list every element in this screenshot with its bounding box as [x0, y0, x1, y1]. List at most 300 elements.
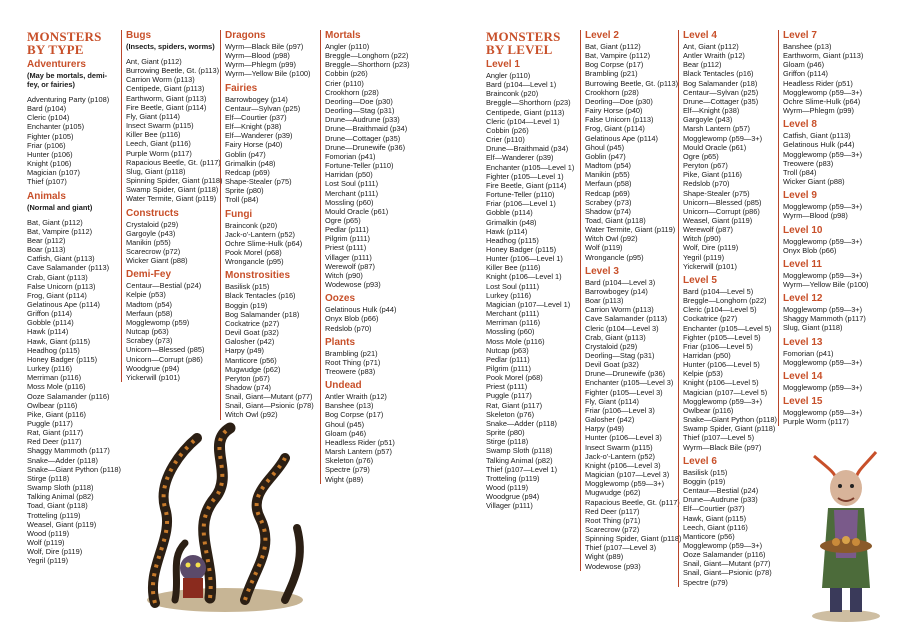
section-heading: Oozes [325, 293, 356, 305]
monster-entry: Frog, Giant (p114) [27, 290, 87, 300]
monster-entry: Rat, Giant (p117) [27, 428, 84, 438]
monster-entry: Barrowbogey (p14) [585, 286, 648, 296]
monster-entry: Centaur—Sylvan (p25) [683, 87, 759, 97]
monster-entry: Wicker Giant (p88) [126, 256, 188, 266]
section-heading: Level 9 [783, 190, 817, 202]
monster-entry: Fighter (p105) [27, 131, 74, 141]
monster-entry: Crystaloid (p29) [585, 341, 638, 351]
monster-entry: Cave Salamander (p113) [585, 314, 668, 324]
monster-entry: Ogre (p65) [325, 215, 361, 225]
monster-entry: Madtom (p54) [126, 299, 173, 309]
monster-entry: Harpy (p49) [225, 346, 265, 356]
left-column-3 [220, 30, 320, 420]
monster-entry: Friar (p106—Level 5) [683, 341, 753, 351]
monster-entry: Unicorn—Blessed (p85) [126, 345, 205, 355]
monster-entry: Antler Wraith (p12) [325, 392, 387, 402]
monster-entry: False Unicorn (p113) [27, 281, 96, 291]
monster-entry: Wodewose (p93) [325, 280, 381, 290]
left-column-2 [121, 30, 223, 382]
section-heading: Constructs [126, 207, 179, 219]
monster-entry: Drune—Drunewife (p36) [585, 369, 666, 379]
monster-entry: Harridan (p50) [683, 351, 731, 360]
monster-entry: Gobble (p114) [27, 318, 74, 328]
monster-entry: Nutcap (p63) [486, 345, 529, 355]
section-heading: Level 1 [486, 59, 520, 70]
monster-entry: Pook Morel (p68) [225, 247, 282, 257]
monster-entry: Yegril (p119) [683, 252, 725, 262]
monster-entry: Galosher (p42) [225, 337, 275, 347]
monster-entry: Toad, Giant (p118) [585, 215, 646, 225]
monster-entry: Mogglewomp (p59—3+) [683, 133, 763, 143]
section-subheading: (May be mortals, demi-fey, or fairies) [27, 71, 108, 89]
monster-entry: Boar (p113) [27, 245, 66, 255]
monster-entry: False Unicorn (p113) [585, 115, 654, 125]
monster-entry: Lurkey (p116) [486, 290, 532, 300]
monster-entry: Kelpie (p53) [126, 290, 166, 300]
monster-entry: Carrion Worm (p113) [585, 305, 654, 315]
monster-entry: Hunter (p106—Level 1) [486, 254, 563, 264]
monster-entry: Trotteling (p119) [486, 473, 540, 483]
monster-entry: Wolf (p119) [27, 538, 65, 548]
monster-entry: Pook Morel (p68) [486, 373, 543, 383]
section-subheading: (Insects, spiders, worms) [126, 42, 215, 51]
monster-entry: Unicorn—Blessed (p85) [683, 197, 762, 207]
monster-entry: Kelpie (p53) [683, 369, 723, 379]
section-list [585, 30, 682, 571]
section-list [783, 30, 883, 426]
monster-entry: Headless Rider (p51) [325, 437, 395, 447]
monster-entry: Witch (p90) [325, 270, 363, 280]
monster-entry: Knight (p106—Level 5) [683, 378, 759, 388]
monster-entry: Scrabey (p73) [126, 336, 173, 346]
monster-entry: Lost Soul (p111) [486, 281, 540, 291]
monster-entry: Breggle—Shorthorn (p23) [325, 60, 410, 70]
monster-entry: Woodgrue (p94) [126, 363, 180, 373]
monster-entry: Wodewose (p93) [585, 561, 641, 571]
monster-entry: Bard (p104—Level 1) [486, 80, 557, 90]
monster-entry: Drune—Cottager (p35) [325, 133, 401, 143]
section-heading: Level 3 [585, 265, 619, 277]
monster-entry: Moss Mole (p116) [486, 336, 545, 346]
monster-entry: Cobbin (p26) [325, 69, 368, 79]
monster-entry: Deorling—Stag (p31) [585, 351, 655, 360]
monster-entry: Drune—Braithmaid (p34) [486, 144, 569, 154]
monster-entry: Griffon (p114) [27, 309, 72, 319]
monster-entry: Bard (p104—Level 3) [585, 277, 656, 287]
monster-entry: Spinning Spider, Giant (p118) [126, 176, 223, 186]
page-title-by-type: MONSTERS BY TYPE [27, 29, 102, 57]
monster-entry: Hawk, Giant (p115) [683, 513, 747, 523]
monster-entry: Priest (p111) [325, 243, 367, 253]
monster-entry: Fighter (p105—Level 1) [486, 171, 564, 181]
monster-entry: Wyrm—Phlegm (p99) [225, 60, 296, 70]
goblin-merchant-illustration [806, 438, 886, 623]
monster-entry: Weasel, Giant (p119) [27, 519, 97, 529]
monster-entry: Snake—Giant Python (p118) [27, 464, 121, 474]
monster-entry: Brainconk (p20) [486, 89, 539, 99]
monster-entry: Wyrm—Yellow Bile (p100) [225, 69, 311, 79]
monster-entry: Peryton (p67) [225, 373, 270, 383]
monster-entry: Black Tentacles (p16) [683, 69, 754, 79]
monster-entry: Burrowing Beetle, Gt. (p113) [126, 66, 220, 76]
monster-entry: Shadow (p74) [225, 383, 272, 392]
monster-entry: Crab, Giant (p113) [585, 332, 646, 342]
monster-entry: Goblin (p47) [225, 149, 266, 159]
section-heading: Animals [27, 190, 66, 202]
monster-entry: Elf—Courtier (p37) [225, 112, 287, 122]
monster-entry: Earthworm, Giant (p113) [783, 51, 864, 61]
monster-entry: Hunter (p106) [27, 149, 73, 159]
monster-entry: Wolf, Dire (p119) [683, 243, 739, 253]
monster-entry: Harridan (p50) [325, 170, 373, 180]
monster-entry: Fly, Giant (p114) [585, 396, 639, 406]
monster-entry: Carrion Worm (p113) [126, 75, 195, 85]
monster-entry: Wrongancle (p95) [225, 257, 284, 267]
monster-entry: Fairy Horse (p40) [585, 106, 643, 116]
monster-entry: Wyrm—Black Bile (p97) [683, 442, 762, 452]
right-column-2 [580, 30, 682, 571]
section-heading: Level 14 [783, 370, 823, 382]
monster-entry: Gelatinous Hulk (p44) [325, 305, 397, 315]
monster-entry: Bard (p104—Level 5) [683, 286, 754, 296]
monster-entry: Wood (p119) [486, 483, 529, 493]
monster-entry: Puggle (p117) [27, 419, 73, 428]
monster-entry: Elf—Knight (p38) [225, 122, 282, 132]
monster-entry: Manticore (p56) [225, 355, 277, 365]
monster-entry: Sprite (p80) [225, 186, 264, 196]
monster-entry: Bat, Giant (p112) [585, 42, 641, 51]
monster-entry: Merriman (p116) [27, 373, 82, 383]
monster-entry: Bat, Vampire (p112) [585, 51, 651, 61]
monster-entry: Snail, Giant—Psionic (p78) [683, 568, 772, 578]
monster-entry: Snail, Giant—Psionic (p78) [225, 401, 314, 411]
monster-entry: Gargoyle (p43) [126, 228, 176, 238]
monster-entry: Elf—Wanderer (p39) [486, 153, 554, 163]
monster-entry: Devil Goat (p32) [225, 328, 279, 338]
monster-entry: Earthworm, Giant (p113) [126, 93, 207, 103]
monster-entry: Villager (p111) [325, 252, 372, 262]
monster-entry: Mogglewomp (p59—3+) [783, 270, 863, 280]
monster-entry: Elf—Courtier (p37) [683, 504, 745, 514]
monster-entry: Black Tentacles (p16) [225, 291, 296, 301]
monster-entry: Gloam (p46) [783, 60, 825, 70]
monster-entry: Red Deer (p117) [27, 437, 82, 447]
section-list [225, 30, 320, 420]
monster-entry: Yickerwill (p101) [683, 261, 737, 271]
page-title-by-level: MONSTERS BY LEVEL [486, 29, 561, 57]
monster-entry: Unicorn—Corrupt (p86) [683, 206, 760, 216]
monster-entry: Elf—Wanderer (p39) [225, 131, 293, 141]
monster-entry: Swamp Spider, Giant (p118) [683, 424, 776, 434]
monster-entry: Enchanter (p105—Level 1) [486, 162, 575, 172]
right-column-3 [678, 30, 777, 587]
monster-entry: Magician (p107) [27, 168, 80, 178]
monster-entry: Troll (p84) [225, 195, 259, 205]
monster-entry: Wyrm—Phlegm (p99) [783, 106, 854, 116]
monster-entry: Merfaun (p58) [585, 179, 632, 189]
monster-entry: Brambling (p21) [325, 348, 378, 358]
section-heading: Level 15 [783, 396, 823, 408]
monster-entry: Bear (p112) [683, 60, 722, 70]
monster-entry: Mogglewomp (p59—3+) [783, 305, 863, 315]
monster-entry: Hawk (p114) [27, 327, 69, 337]
monster-entry: Hunter (p106—Level 3) [585, 433, 662, 443]
monster-entry: Thief (p107—Level 1) [486, 464, 558, 474]
monster-entry: Scrabey (p73) [585, 197, 632, 207]
monster-entry: Mogglewomp (p59—3+) [585, 479, 665, 489]
section-heading: Fungi [225, 208, 253, 220]
monster-entry: Scarecrow (p72) [126, 246, 181, 256]
monster-entry: Merriman (p116) [486, 318, 541, 328]
monster-entry: Shape-Stealer (p75) [683, 188, 750, 198]
monster-entry: Mogglewomp (p59—3+) [783, 202, 863, 212]
monster-entry: Knight (p106—Level 1) [486, 272, 562, 282]
section-heading: Demi-Fey [126, 269, 172, 281]
monster-entry: Stirge (p118) [486, 437, 529, 447]
monster-entry: Snake—Adder (p118) [486, 418, 557, 428]
monster-entry: Slug, Giant (p118) [126, 166, 186, 176]
monster-entry: Fly, Giant (p114) [126, 111, 180, 121]
section-heading: Level 13 [783, 336, 823, 348]
monster-entry: Skeleton (p76) [486, 409, 535, 419]
monster-entry: Basilisk (p15) [683, 467, 728, 477]
monster-entry: Centipede, Giant (p113) [126, 84, 205, 94]
monster-entry: Red Deer (p117) [585, 506, 640, 516]
monster-entry: Drune—Drunewife (p36) [325, 142, 406, 152]
monster-entry: Brainconk (p20) [225, 220, 278, 230]
monster-entry: Insect Swarm (p115) [126, 121, 194, 131]
monster-entry: Killer Bee (p116) [486, 263, 541, 273]
monster-entry: Magician (p107—Level 5) [683, 387, 768, 397]
monster-entry: Puggle (p117) [486, 391, 532, 401]
monster-entry: Owlbear (p116) [27, 400, 78, 410]
monster-entry: Knight (p106) [27, 159, 72, 169]
monster-entry: Crookhorn (p28) [585, 87, 639, 97]
monster-entry: Bog Corpse (p17) [325, 410, 384, 420]
section-list [126, 30, 223, 382]
section-heading: Level 8 [783, 119, 817, 131]
monster-entry: Swamp Spider, Giant (p118) [126, 185, 219, 195]
monster-entry: Spectre (p79) [325, 465, 370, 475]
monster-entry: Griffon (p114) [783, 69, 828, 79]
monster-entry: Angler (p110) [486, 71, 531, 80]
monster-entry: Snail, Giant—Mutant (p77) [225, 392, 313, 402]
monster-entry: Mossling (p60) [325, 197, 374, 207]
monster-entry: Unicorn—Corrupt (p86) [126, 354, 203, 364]
monster-entry: Fomorian (p41) [325, 151, 376, 161]
monster-entry: Fortune-Teller (p110) [486, 190, 555, 200]
monster-entry: Ghoul (p45) [585, 142, 625, 152]
monster-entry: Snake—Adder (p118) [27, 455, 98, 465]
right-column-1 [486, 30, 578, 511]
monster-entry: Drune—Audrune (p33) [325, 115, 400, 125]
monster-entry: Headhog (p115) [27, 345, 80, 355]
monster-entry: Wolf (p119) [585, 243, 623, 253]
monster-entry: Enchanter (p105—Level 3) [585, 378, 674, 388]
section-heading: Undead [325, 380, 362, 392]
monster-entry: Ant, Giant (p112) [683, 42, 739, 51]
monster-entry: Manticore (p56) [683, 531, 735, 541]
monster-entry: Breggle—Longhorn (p22) [325, 51, 409, 61]
monster-entry: Shadow (p74) [585, 206, 632, 216]
section-heading: Level 5 [683, 274, 717, 286]
monster-entry: Angler (p110) [325, 42, 370, 51]
monster-entry: Breggle—Longhorn (p22) [683, 296, 767, 306]
monster-entry: Swamp Sloth (p118) [27, 483, 94, 493]
monster-entry: Onyx Blob (p66) [325, 314, 379, 324]
monster-entry: Fire Beetle, Giant (p114) [126, 102, 207, 112]
monster-entry: Fairy Horse (p40) [225, 140, 283, 150]
monster-entry: Fighter (p105—Level 3) [585, 387, 663, 397]
monster-entry: Cleric (p104) [27, 113, 70, 123]
monster-entry: Owlbear (p116) [683, 405, 734, 415]
monster-entry: Wyrm—Blood (p98) [783, 211, 848, 221]
monster-entry: Wight (p89) [325, 474, 364, 484]
monster-entry: Bear (p112) [27, 235, 66, 245]
monster-entry: Pike, Giant (p116) [683, 170, 743, 180]
monster-entry: Swamp Sloth (p118) [486, 446, 553, 456]
monster-entry: Marsh Lantern (p57) [683, 124, 750, 134]
monster-entry: Cave Salamander (p113) [27, 263, 110, 273]
monster-entry: Banshee (p13) [325, 401, 374, 411]
monster-entry: Mogglewomp (p59—3+) [783, 382, 863, 392]
tentacle-monster-illustration [135, 418, 315, 618]
monster-entry: Knight (p106—Level 3) [585, 460, 661, 470]
monster-entry: Wolf, Dire (p119) [27, 547, 83, 557]
monster-entry: Moss Mole (p116) [27, 382, 86, 392]
monster-entry: Toad, Giant (p118) [27, 501, 88, 511]
monster-entry: Grimalkin (p48) [225, 158, 276, 168]
monster-entry: Ooze Salamander (p116) [683, 550, 766, 560]
monster-entry: Peryton (p67) [683, 161, 728, 171]
monster-entry: Gloam (p46) [325, 428, 367, 438]
monster-entry: Jack-o'-Lantern (p52) [225, 229, 296, 239]
monster-entry: Boggin (p19) [683, 476, 726, 486]
monster-entry: Rapacious Beetle, Gt. (p117) [585, 497, 680, 507]
monster-entry: Gelatinous Ape (p114) [585, 133, 658, 143]
monster-entry: Trotteling (p119) [27, 510, 81, 520]
section-list [27, 59, 121, 566]
monster-entry: Ogre (p65) [683, 151, 719, 161]
monster-entry: Wyrm—Black Bile (p97) [225, 42, 304, 51]
monster-entry: Weasel, Giant (p119) [683, 215, 753, 225]
section-heading: Level 4 [683, 30, 717, 41]
monster-entry: Adventuring Party (p108) [27, 95, 110, 104]
monster-entry: Talking Animal (p82) [486, 455, 553, 465]
monster-entry: Fomorian (p41) [783, 348, 834, 358]
monster-entry: Gelatinous Hulk (p44) [783, 140, 855, 150]
monster-entry: Redslob (p70) [683, 179, 730, 189]
monster-entry: Deorling—Doe (p30) [585, 96, 653, 106]
monster-entry: Werewolf (p87) [683, 225, 733, 235]
left-column-1 [27, 29, 121, 566]
monster-entry: Cockatrice (p27) [683, 314, 738, 324]
monster-entry: Mogglewomp (p59—3+) [783, 149, 863, 159]
monster-entry: Barrowbogey (p14) [225, 94, 288, 104]
monster-entry: Bog Salamander (p18) [683, 78, 758, 88]
monster-entry: Hawk (p114) [486, 226, 528, 236]
monster-entry: Mogglewomp (p59—3+) [783, 87, 863, 97]
monster-entry: Basilisk (p15) [225, 282, 270, 292]
monster-entry: Root Thing (p71) [325, 357, 381, 367]
monster-entry: Leech, Giant (p116) [126, 139, 191, 149]
monster-entry: Enchanter (p105) [27, 122, 85, 132]
section-heading: Fairies [225, 82, 258, 94]
monster-entry: Frog, Giant (p114) [585, 124, 645, 134]
monster-entry: Ochre Slime-Hulk (p64) [783, 96, 861, 106]
monster-entry: Thief (p107—Level 5) [683, 433, 755, 443]
monster-entry: Mogglewomp (p59—3+) [783, 408, 863, 418]
monster-entry: Galosher (p42) [585, 415, 635, 425]
monster-entry: Troll (p84) [783, 167, 817, 177]
section-heading: Level 10 [783, 224, 823, 236]
monster-entry: Antler Wraith (p12) [683, 51, 745, 61]
monster-entry: Priest (p111) [486, 382, 528, 392]
monster-entry: Hawk, Giant (p115) [27, 336, 91, 346]
monster-entry: Pedlar (p111) [325, 225, 369, 235]
monster-entry: Wicker Giant (p88) [783, 177, 845, 187]
monster-entry: Mossling (p60) [486, 327, 535, 337]
monster-entry: Mogglewomp (p59) [126, 317, 190, 327]
monster-entry: Merchant (p111) [486, 309, 540, 319]
monster-entry: Ghoul (p45) [325, 419, 365, 429]
monster-entry: Mugwudge (p62) [585, 488, 641, 498]
monster-entry: Stirge (p118) [27, 473, 70, 483]
monster-entry: Purple Worm (p117) [126, 148, 192, 158]
monster-entry: Redslob (p70) [325, 323, 372, 333]
monster-entry: Gargoyle (p43) [683, 115, 733, 125]
monster-entry: Redcap (p69) [225, 167, 270, 177]
monster-entry: Merfaun (p58) [126, 308, 173, 318]
monster-entry: Mogglewomp (p59—3+) [783, 236, 863, 246]
monster-entry: Witch Owl (p92) [225, 410, 278, 420]
monster-entry: Lost Soul (p111) [325, 179, 379, 189]
monster-entry: Friar (p106) [27, 140, 66, 150]
monster-entry: Bard (p104) [27, 104, 67, 114]
monster-entry: Deorling—Stag (p31) [325, 106, 395, 116]
monster-entry: Snake—Giant Python (p118) [683, 415, 777, 425]
section-heading: Monstrosities [225, 270, 291, 282]
section-heading: Level 12 [783, 293, 823, 305]
monster-entry: Redcap (p69) [585, 188, 630, 198]
monster-entry: Spinning Spider, Giant (p118) [585, 534, 682, 544]
monster-entry: Drune—Audrune (p33) [683, 495, 758, 505]
monster-entry: Hunter (p106—Level 5) [683, 360, 760, 370]
section-heading: Bugs [126, 30, 151, 41]
monster-entry: Insect Swarm (p115) [585, 442, 653, 452]
monster-entry: Werewolf (p87) [325, 261, 375, 271]
monster-entry: Fortune-Teller (p110) [325, 161, 394, 171]
monster-entry: Ant, Giant (p112) [126, 57, 182, 66]
monster-entry: Shaggy Mammoth (p117) [783, 314, 866, 324]
monster-entry: Killer Bee (p116) [126, 130, 181, 140]
monster-entry: Onyx Blob (p66) [783, 245, 837, 255]
section-heading: Level 11 [783, 258, 822, 270]
section-list [486, 59, 578, 511]
monster-entry: Skeleton (p76) [325, 456, 374, 466]
monster-entry: Goblin (p47) [585, 151, 626, 161]
section-list [325, 30, 425, 484]
left-column-4 [320, 30, 425, 484]
section-heading: Dragons [225, 30, 266, 41]
monster-entry: Burrowing Beetle, Gt. (p113) [585, 78, 679, 88]
monster-entry: Thief (p107—Level 3) [585, 543, 657, 553]
right-column-4 [778, 30, 883, 426]
monster-entry: Purple Worm (p117) [783, 417, 849, 427]
monster-entry: Manikin (p55) [126, 237, 171, 247]
monster-entry: Root Thing (p71) [585, 515, 641, 525]
monster-entry: Witch (p90) [683, 234, 721, 244]
